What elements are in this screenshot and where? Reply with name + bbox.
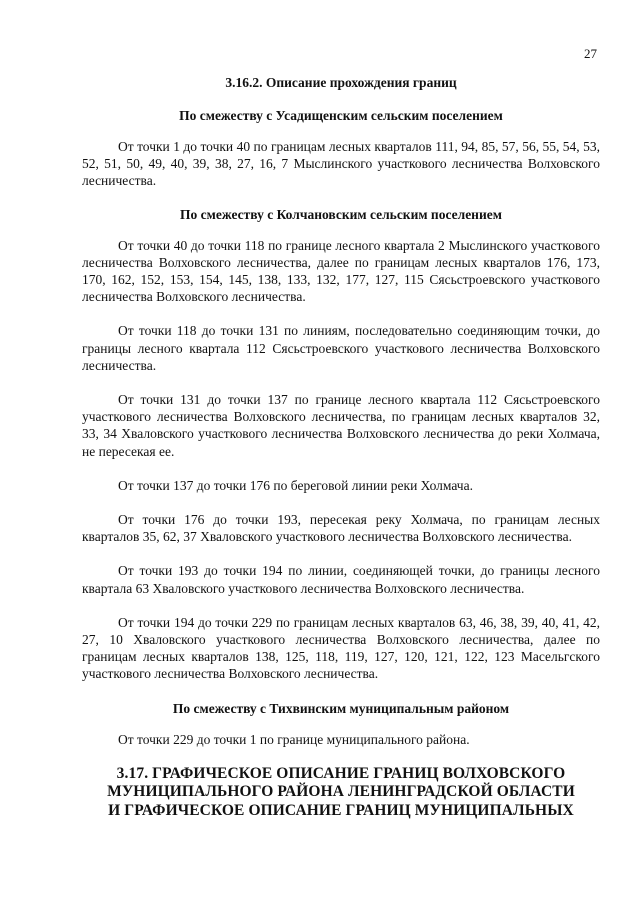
paragraph: От точки 194 до точки 229 по границам лесных кварталов 63, 46, 38, 39, 40, 41, 42, 27, 10 Хваловского участкового лесничества Волховского лесничества, далее по границам лесных кварталов 138, 125, 118, 119, 127, 120, 121, 122, 123 Масельгского участкового лесничества Волховского лесничества.	[82, 614, 600, 682]
paragraph: От точки 40 до точки 118 по границе лесного квартала 2 Мыслинского участкового лесничества Волховского лесничества, далее по границам лесных кварталов 176, 173, 170, 162, 152, 153, 154, 145, 138, 133, 132, 177, 127, 115 Сясьстроевского участкового лесничества Волховского лесничества.	[82, 237, 600, 305]
subheading-kolchanovo: По смежеству с Колчановским сельским поселением	[180, 206, 502, 222]
paragraph: От точки 131 до точки 137 по границе лесного квартала 112 Сясьстроевского участкового лесничества Волховского лесничества, по границам лесных кварталов 32, 33, 34 Хваловского участкового лесничества Волховского лесничества до реки Холмача, не пересекая ее.	[82, 392, 600, 459]
section-heading: 3.16.2. Описание прохождения границ	[225, 75, 457, 90]
paragraph: От точки 229 до точки 1 по границе муниципального района.	[118, 731, 470, 747]
title-line: 3.17. ГРАФИЧЕСКОЕ ОПИСАНИЕ ГРАНИЦ ВОЛХОВСКОГО	[116, 764, 566, 782]
title-line: МУНИЦИПАЛЬНОГО РАЙОНА ЛЕНИНГРАДСКОЙ ОБЛАСТИ	[107, 783, 575, 801]
paragraph: От точки 1 до точки 40 по границам лесных кварталов 111, 94, 85, 57, 56, 55, 54, 53, 52, 51, 50, 49, 40, 39, 38, 27, 16, 7 Мыслинского участкового лесничества Волховского лесничества.	[82, 139, 600, 189]
title-line: И ГРАФИЧЕСКОЕ ОПИСАНИЕ ГРАНИЦ МУНИЦИПАЛЬНЫХ	[108, 801, 574, 819]
next-section-title	[82, 765, 600, 821]
subheading-tikhvin: По смежеству с Тихвинским муниципальным районом	[172, 700, 510, 716]
paragraph: От точки 118 до точки 131 по линиям, последовательно соединяющим точки, до границы лесного квартала 112 Сясьстроевского участкового лесничества Волховского лесничества.	[82, 323, 600, 373]
paragraph: От точки 137 до точки 176 по береговой линии реки Холмача.	[118, 477, 473, 493]
subheading-usadishche: По смежеству с Усадищенским сельским поселением	[179, 108, 503, 123]
paragraph: От точки 176 до точки 193, пересекая реку Холмача, по границам лесных кварталов 35, 62, 37 Хваловского участкового лесничества Волховского лесничества.	[82, 512, 600, 545]
page-number: 27	[584, 46, 597, 61]
paragraph: От точки 193 до точки 194 по линии, соединяющей точки, до границы лесного квартала 63 Хваловского участкового лесничества Волховского лесничества.	[82, 563, 600, 596]
document-content	[82, 66, 600, 820]
